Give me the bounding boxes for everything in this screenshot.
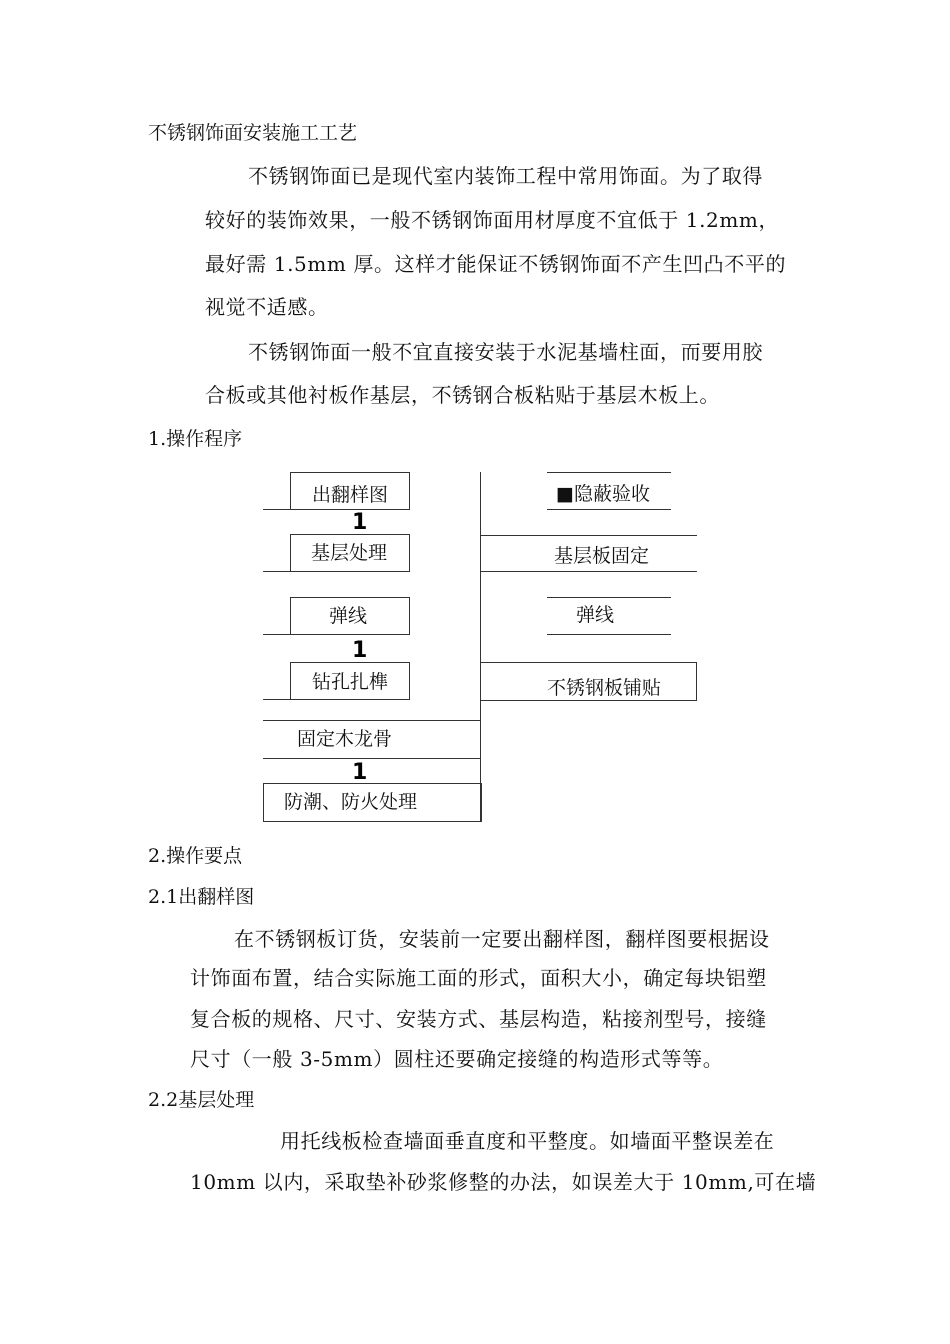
body-line: 尺寸（一般 3-5mm）圆柱还要确定接缝的构造形式等等。	[190, 1047, 724, 1071]
body-line: 计饰面布置，结合实际施工面的形式，面积大小，确定每块铝塑	[190, 966, 767, 990]
intro-line: 较好的装饰效果，一般不锈钢饰面用材厚度不宜低于 1.2mm，	[205, 208, 780, 232]
body-line: 用托线板检查墙面垂直度和平整度。如墙面平整误差在	[280, 1129, 775, 1153]
intro-line: 不锈钢饰面已是现代室内装饰工程中常用饰面。为了取得	[248, 164, 763, 188]
flow-step-drawing	[290, 472, 410, 510]
flow-step-label: 不锈钢板铺贴	[547, 677, 662, 699]
subsection-heading: 2.1出翻样图	[148, 886, 255, 908]
body-line: 10mm 以内，采取垫补砂浆修整的办法，如误差大于 10mm,可在墙	[190, 1170, 817, 1194]
flow-arrow: 1	[352, 760, 368, 785]
document-title: 不锈钢饰面安装施工工艺	[148, 122, 358, 144]
flow-line	[263, 571, 409, 572]
flow-step-fireproof	[263, 783, 482, 822]
flow-line	[263, 758, 481, 759]
flow-step-chalk	[290, 597, 410, 635]
flow-arrow: 1	[352, 510, 368, 535]
flow-step-keel	[263, 720, 481, 757]
intro-line: 最好需 1.5mm 厚。这样才能保证不锈钢饰面不产生凹凸不平的	[205, 252, 787, 276]
intro-line: 不锈钢饰面一般不宜直接安装于水泥基墙柱面，而要用胶	[248, 340, 763, 364]
flow-step-label: 出翻样图	[312, 484, 389, 506]
flow-step-chalk-right	[547, 597, 671, 634]
flow-step-base	[290, 534, 410, 572]
flow-step-label: 基层处理	[311, 542, 388, 564]
flow-step-label: 弹线	[329, 605, 368, 627]
flow-step-sheet	[480, 662, 697, 701]
flow-line	[547, 509, 671, 510]
flow-step-label: 基层板固定	[554, 545, 650, 567]
body-line: 复合板的规格、尺寸、安装方式、基层构造，粘接剂型号，接缝	[190, 1007, 767, 1031]
flow-line	[263, 509, 409, 510]
section-heading: 1.操作程序	[148, 428, 243, 450]
flow-step-label: ■隐蔽验收	[556, 483, 650, 505]
flow-step-drill	[290, 662, 410, 700]
flow-step-inspection	[547, 472, 671, 509]
flow-step-baseboard	[480, 535, 697, 571]
flow-line	[547, 634, 671, 635]
intro-line: 合板或其他衬板作基层，不锈钢合板粘贴于基层木板上。	[205, 383, 720, 407]
subsection-heading: 2.2基层处理	[148, 1089, 255, 1111]
intro-line: 视觉不适感。	[205, 295, 329, 319]
flow-line	[263, 634, 409, 635]
flow-line	[480, 571, 697, 572]
flow-step-label: 弹线	[576, 604, 615, 626]
flow-arrow: 1	[352, 638, 368, 663]
flow-step-label: 防潮、防火处理	[284, 791, 418, 813]
section-heading: 2.操作要点	[148, 845, 243, 867]
flow-line	[263, 699, 409, 700]
flow-divider	[480, 472, 481, 821]
flow-step-label: 固定木龙骨	[297, 728, 393, 750]
flow-step-label: 钻孔扎榫	[312, 671, 389, 693]
body-line: 在不锈钢板订货，安装前一定要出翻样图，翻样图要根据设	[234, 927, 770, 951]
